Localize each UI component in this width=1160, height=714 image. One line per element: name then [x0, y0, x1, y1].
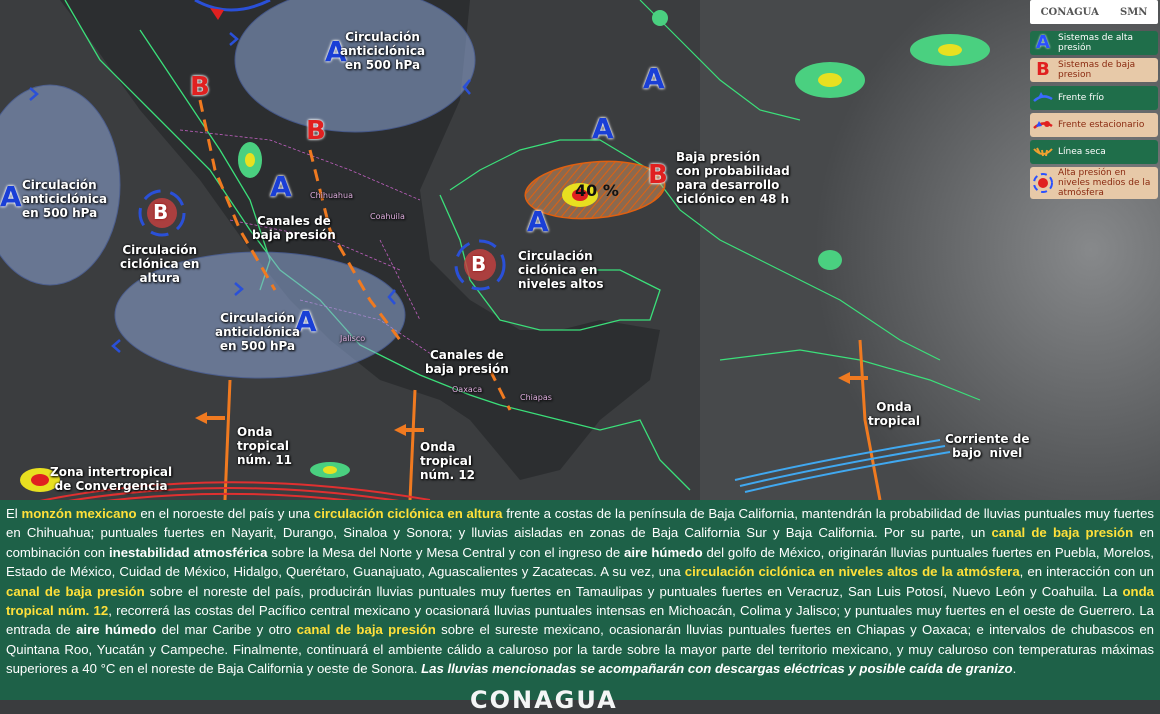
legend-label: Sistemas de alta presión — [1058, 33, 1133, 53]
legend-label: Frente estacionario — [1058, 120, 1145, 130]
forecast-summary-panel — [0, 500, 1160, 700]
high-pressure-marker: A — [592, 112, 614, 145]
conagua-logo: CONAGUA — [1040, 6, 1099, 18]
label-low-jet: Corriente de bajo nivel — [945, 432, 1030, 460]
legend-item-high — [1030, 31, 1158, 55]
label-trough-south: Canales de baja presión — [425, 348, 509, 376]
label-anticyclone-south: Circulación anticiclónica en 500 hPa — [215, 311, 301, 353]
label-wave-east: Onda tropical — [868, 400, 920, 428]
legend-item-low — [1030, 58, 1158, 82]
legend-item-cold-front — [1030, 86, 1158, 110]
label-anticyclone-north: Circulación anticiclónica en 500 hPa — [340, 30, 426, 72]
label-trough-north: Canales de baja presión — [252, 214, 336, 242]
legend — [1030, 0, 1158, 210]
smn-logo: SMN — [1119, 6, 1148, 18]
legend-item-dry-line — [1030, 140, 1158, 164]
low-pressure-marker: B — [306, 116, 326, 146]
cold-front-icon — [1030, 87, 1056, 109]
low-pressure-marker: B — [471, 252, 487, 276]
high-pressure-marker: A — [0, 180, 22, 213]
state-label: Chiapas — [520, 393, 552, 402]
legend-label: Frente frío — [1058, 93, 1105, 103]
label-wave-12: Onda tropical núm. 12 — [420, 440, 476, 482]
legend-label: Sistemas de baja presion — [1058, 60, 1136, 80]
label-low-cyclone: Baja presión con probabilidad para desarrollo ciclónico en 48 h — [676, 150, 790, 206]
low-pressure-marker: B — [190, 72, 210, 102]
state-label: Coahuila — [370, 212, 405, 221]
high-pressure-marker: A — [295, 305, 317, 338]
dry-line-icon — [1030, 141, 1056, 163]
state-label: Chihuahua — [310, 191, 353, 200]
stationary-front-icon — [1030, 114, 1056, 136]
watermark-logo: CONAGUA — [470, 686, 618, 714]
low-pressure-icon: B — [1036, 59, 1050, 80]
legend-label: Línea seca — [1058, 147, 1106, 157]
low-pressure-marker: B — [648, 160, 668, 190]
label-itcz: Zona intertropical de Convergencia — [50, 465, 173, 493]
state-label: Jalisco — [340, 334, 366, 343]
high-pressure-icon: A — [1036, 32, 1050, 53]
label-anticyclone-west: Circulación anticiclónica en 500 hPa — [22, 178, 108, 220]
upper-high-icon — [1030, 172, 1056, 194]
state-label: Oaxaca — [452, 385, 483, 394]
low-pressure-marker: B — [153, 200, 169, 224]
legend-item-upper-high — [1030, 167, 1158, 199]
high-pressure-marker: A — [527, 205, 549, 238]
legend-label: Alta presión en niveles medios de la atmósfera — [1058, 168, 1151, 198]
label-wave-11: Onda tropical núm. 11 — [237, 425, 293, 467]
agency-logos — [1030, 0, 1158, 24]
legend-item-stationary-front — [1030, 113, 1158, 137]
high-pressure-marker: A — [270, 170, 292, 203]
cyclone-probability: 40 % — [575, 181, 619, 200]
high-pressure-marker: A — [643, 62, 665, 95]
high-pressure-marker: A — [325, 35, 347, 68]
label-cyclonic-high-levels: Circulación ciclónica en niveles altos — [518, 249, 604, 291]
forecast-summary-text: El monzón mexicano en el noroeste del país y una circulación ciclónica en altura frente a costas de la península de Baja California, mantendrán la probabilidad de lluvias puntuales muy fuertes en Chihuahua; puntuales fuertes en Nayarit, Durango, Sinaloa y Sonora; y lluvias aisladas en zonas de Baja California Sur y Baja California. Por su parte, un canal de baja presión en combinación con inestabilidad atmosférica sobre la Mesa del Norte y Mesa Central y con el ingreso de aire húmedo del golfo de México, originarán lluvias puntuales fuertes en Puebla, Morelos, Estado de México, Cuidad de México, Hidalgo, Querétaro, Guanajuato, Aguascalientes y Zacatecas. A su vez, una circulación ciclónica en niveles altos de la atmósfera, en interacción con un canal de baja presión sobre el noreste del país, producirán lluvias puntuales muy fuertes en Tamaulipas y puntuales fuertes en Veracruz, San Luis Potosí, Nuevo León y Coahuila. La onda tropical núm. 12, recorrerá las costas del Pacífico central mexicano y ocasionará lluvias puntuales intensas en Michoacán, Colima y Jalisco; y puntuales muy fuertes en el oeste de Guerrero. La entrada de aire húmedo del mar Caribe y otro canal de baja presión sobre el sureste mexicano, ocasionarán lluvias puntuales fuertes en Chiapas y Oaxaca; e intervalos de chubascos en Quintana Roo, Yucatán y Campeche. Finalmente, continuará el ambiente cálido a caluroso por la tarde sobre la mayor parte del territorio mexicano, y muy caluroso con temperaturas máximas superiores a 40 °C en el noreste de Baja California y oeste de Sonora. Las lluvias mencionadas se acompañarán con descargas eléctricas y posible caída de granizo. — [6, 506, 1155, 677]
label-cyclonic-upper: Circulación ciclónica en altura — [120, 243, 200, 285]
